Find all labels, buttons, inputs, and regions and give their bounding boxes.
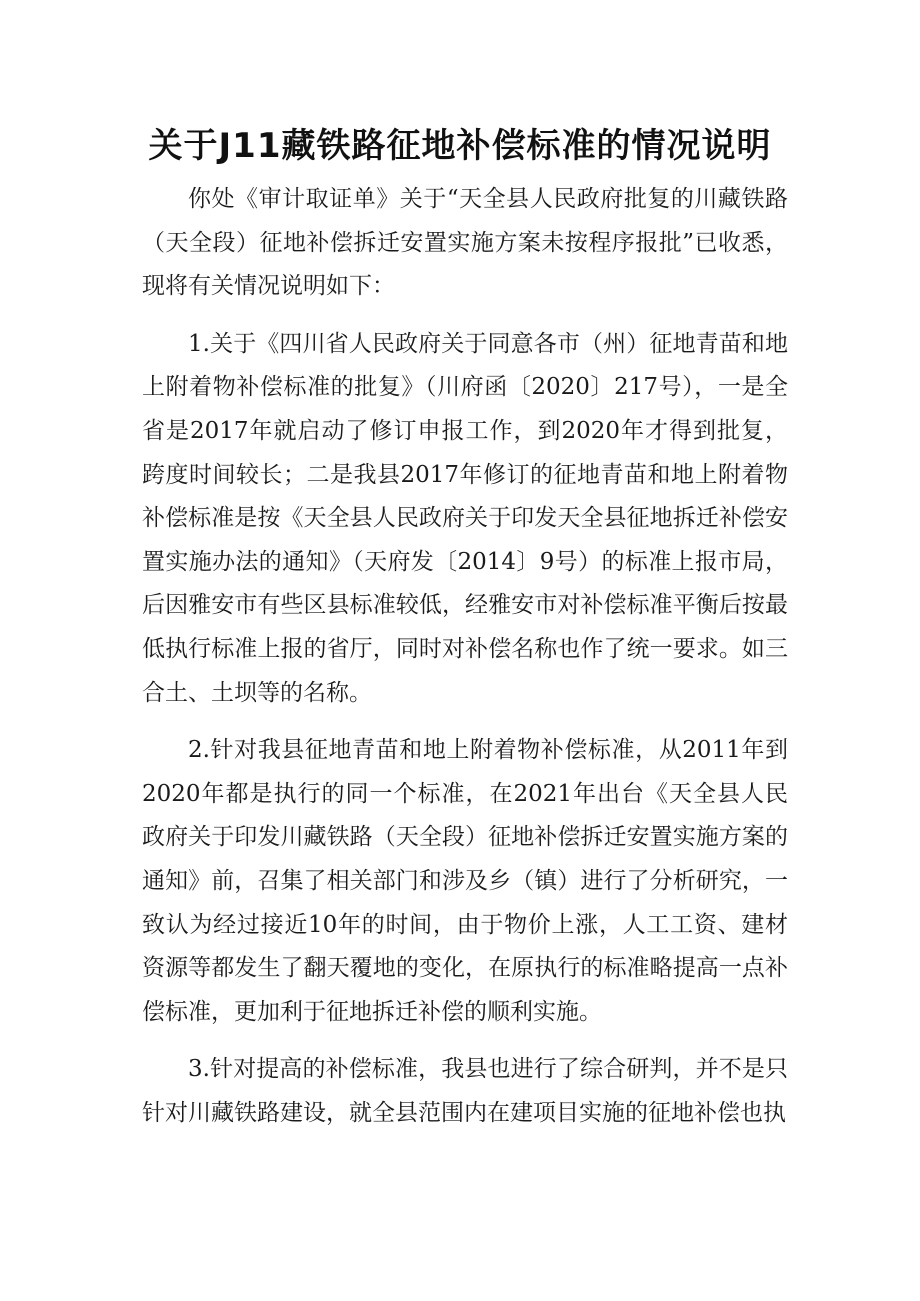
paragraph-item-2: 2.针对我县征地青苗和地上附着物补偿标准，从2011年到2020年都是执行的同一个标准，在2021年出台《天全县人民政府关于印发川藏铁路（天全段）征地补偿拆迁安置实施方案的通知》前，召集了相关部门和涉及乡（镇）进行了分析研究，一致认为经过接近10年的时间，由于物价上涨，人工工资、建材资源等都发生了翻天覆地的变化，在原执行的标准略提高一点补偿标准，更加利于征地拆迁补偿的顺利实施。 xyxy=(142,737,788,1025)
document-body xyxy=(142,178,788,1135)
paragraph-item-3: 3.针对提高的补偿标准，我县也进行了综合研判，并不是只针对川藏铁路建设，就全县范围内在建项目实施的征地补偿也执 xyxy=(142,1056,788,1126)
paragraph-intro: 你处《审计取证单》关于“天全县人民政府批复的川藏铁路（天全段）征地补偿拆迁安置实施方案未按程序报批”已收悉，现将有关情况说明如下： xyxy=(142,186,788,300)
paragraph-item-1: 1.关于《四川省人民政府关于同意各市（州）征地青苗和地上附着物补偿标准的批复》（川府函〔2020〕217号），一是全省是2017年就启动了修订申报工作，到2020年才得到批复，跨度时间较长；二是我县2017年修订的征地青苗和地上附着物补偿标准是按《天全县人民政府关于印发天全县征地拆迁补偿安置实施办法的通知》（天府发〔2014〕9号）的标准上报市局，后因雅安市有些区县标准较低，经雅安市对补偿标准平衡后按最低执行标准上报的省厅，同时对补偿名称也作了统一要求。如三合土、土坝等的名称。 xyxy=(142,330,788,706)
document-title: 关于J11藏铁路征地补偿标准的情况说明 xyxy=(148,126,772,166)
